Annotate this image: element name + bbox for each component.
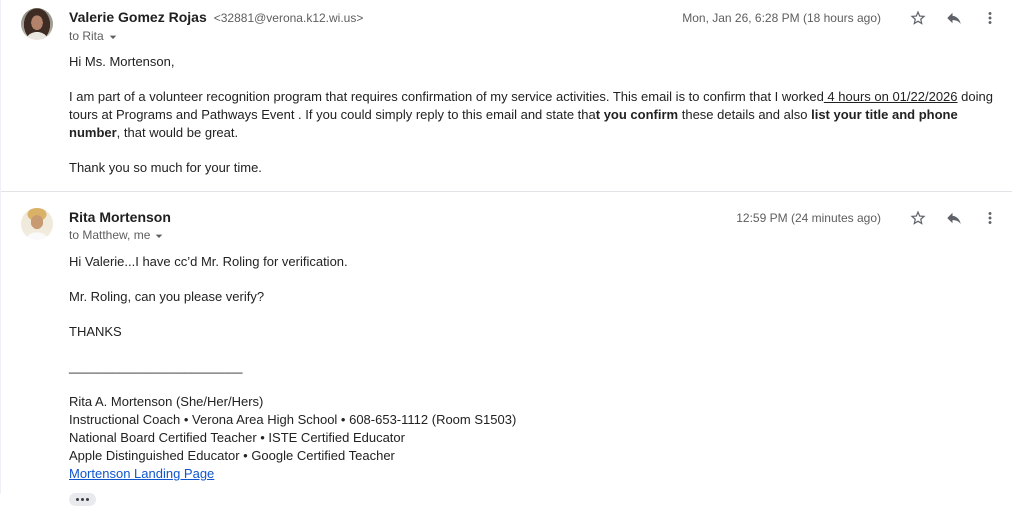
bold-confirm-text: t you confirm bbox=[595, 107, 679, 122]
sender-avatar[interactable] bbox=[21, 208, 53, 240]
signature-title: Instructional Coach • Verona Area High School • 608-653-1112 (Room S1503) bbox=[69, 412, 517, 427]
ellipsis-icon bbox=[86, 498, 89, 501]
message-date: Mon, Jan 26, 6:28 PM (18 hours ago) bbox=[682, 11, 881, 25]
email-thread bbox=[1, 0, 1012, 494]
message-thanks: THANKS bbox=[69, 324, 122, 339]
ellipsis-icon bbox=[81, 498, 84, 501]
sender-email: <32881@verona.k12.wi.us> bbox=[213, 11, 364, 25]
more-vertical-icon bbox=[981, 9, 999, 27]
email-message-rita bbox=[1, 192, 1012, 512]
sender-line bbox=[69, 208, 736, 227]
reply-arrow-icon bbox=[945, 209, 963, 227]
message-body bbox=[69, 253, 1000, 506]
message-date: 12:59 PM (24 minutes ago) bbox=[736, 211, 881, 225]
more-options-button[interactable] bbox=[980, 208, 1000, 228]
paragraph-segment: doing tours at Programs and Pathways Event . If you could simply reply to this email and state tha bbox=[69, 89, 993, 122]
message-header bbox=[21, 208, 1000, 244]
sender-meta bbox=[69, 208, 736, 244]
signature-block bbox=[69, 393, 1000, 483]
sender-line bbox=[69, 8, 682, 28]
ellipsis-icon bbox=[76, 498, 79, 501]
more-options-button[interactable] bbox=[980, 8, 1000, 28]
paragraph-segment: , that would be great. bbox=[116, 125, 239, 140]
reply-button[interactable] bbox=[944, 208, 964, 228]
sender-meta bbox=[69, 8, 682, 45]
star-outline-icon bbox=[909, 9, 927, 27]
reply-arrow-icon bbox=[945, 9, 963, 27]
star-button[interactable] bbox=[908, 208, 928, 228]
reply-button[interactable] bbox=[944, 8, 964, 28]
recipients-dropdown[interactable] bbox=[69, 28, 121, 45]
message-body bbox=[69, 53, 1000, 177]
sender-name: Valerie Gomez Rojas bbox=[69, 9, 207, 25]
header-actions bbox=[682, 8, 1000, 28]
signature-name: Rita A. Mortenson (She/Her/Hers) bbox=[69, 394, 264, 409]
underlined-hours-text: 4 hours on 01/22/2026 bbox=[823, 89, 958, 104]
chevron-down-icon bbox=[105, 29, 121, 45]
header-actions bbox=[736, 208, 1000, 228]
signature-certifications-2: Apple Distinguished Educator • Google Certified Teacher bbox=[69, 448, 395, 463]
recipients-label: to Matthew, me bbox=[69, 228, 151, 242]
star-outline-icon bbox=[909, 209, 927, 227]
show-trimmed-content-button[interactable] bbox=[69, 493, 96, 506]
paragraph-segment: I am part of a volunteer recognition program that requires confirmation of my service activities. This email is to confirm that I worked bbox=[69, 89, 824, 104]
signature-landing-page-link[interactable]: Mortenson Landing Page bbox=[69, 466, 215, 481]
star-button[interactable] bbox=[908, 8, 928, 28]
sender-name: Rita Mortenson bbox=[69, 209, 171, 225]
paragraph-segment: these details and also bbox=[678, 107, 812, 122]
message-header bbox=[21, 8, 1000, 45]
sender-avatar[interactable] bbox=[21, 8, 53, 40]
recipients-dropdown[interactable] bbox=[69, 227, 167, 244]
message-paragraph bbox=[69, 88, 999, 142]
message-question: Mr. Roling, can you please verify? bbox=[69, 289, 265, 304]
more-vertical-icon bbox=[981, 209, 999, 227]
recipients-label: to Rita bbox=[69, 29, 104, 43]
signature-certifications-1: National Board Certified Teacher • ISTE Certified Educator bbox=[69, 430, 405, 445]
chevron-down-icon bbox=[151, 228, 167, 244]
signature-divider: ________________________ bbox=[69, 359, 243, 374]
message-closing: Thank you so much for your time. bbox=[69, 160, 262, 175]
message-greeting: Hi Ms. Mortenson, bbox=[69, 54, 175, 69]
email-message-valerie bbox=[1, 0, 1012, 192]
message-greeting: Hi Valerie...I have cc’d Mr. Roling for verification. bbox=[69, 254, 348, 269]
bold-title-phone-text: list your title and phone number bbox=[69, 107, 958, 140]
